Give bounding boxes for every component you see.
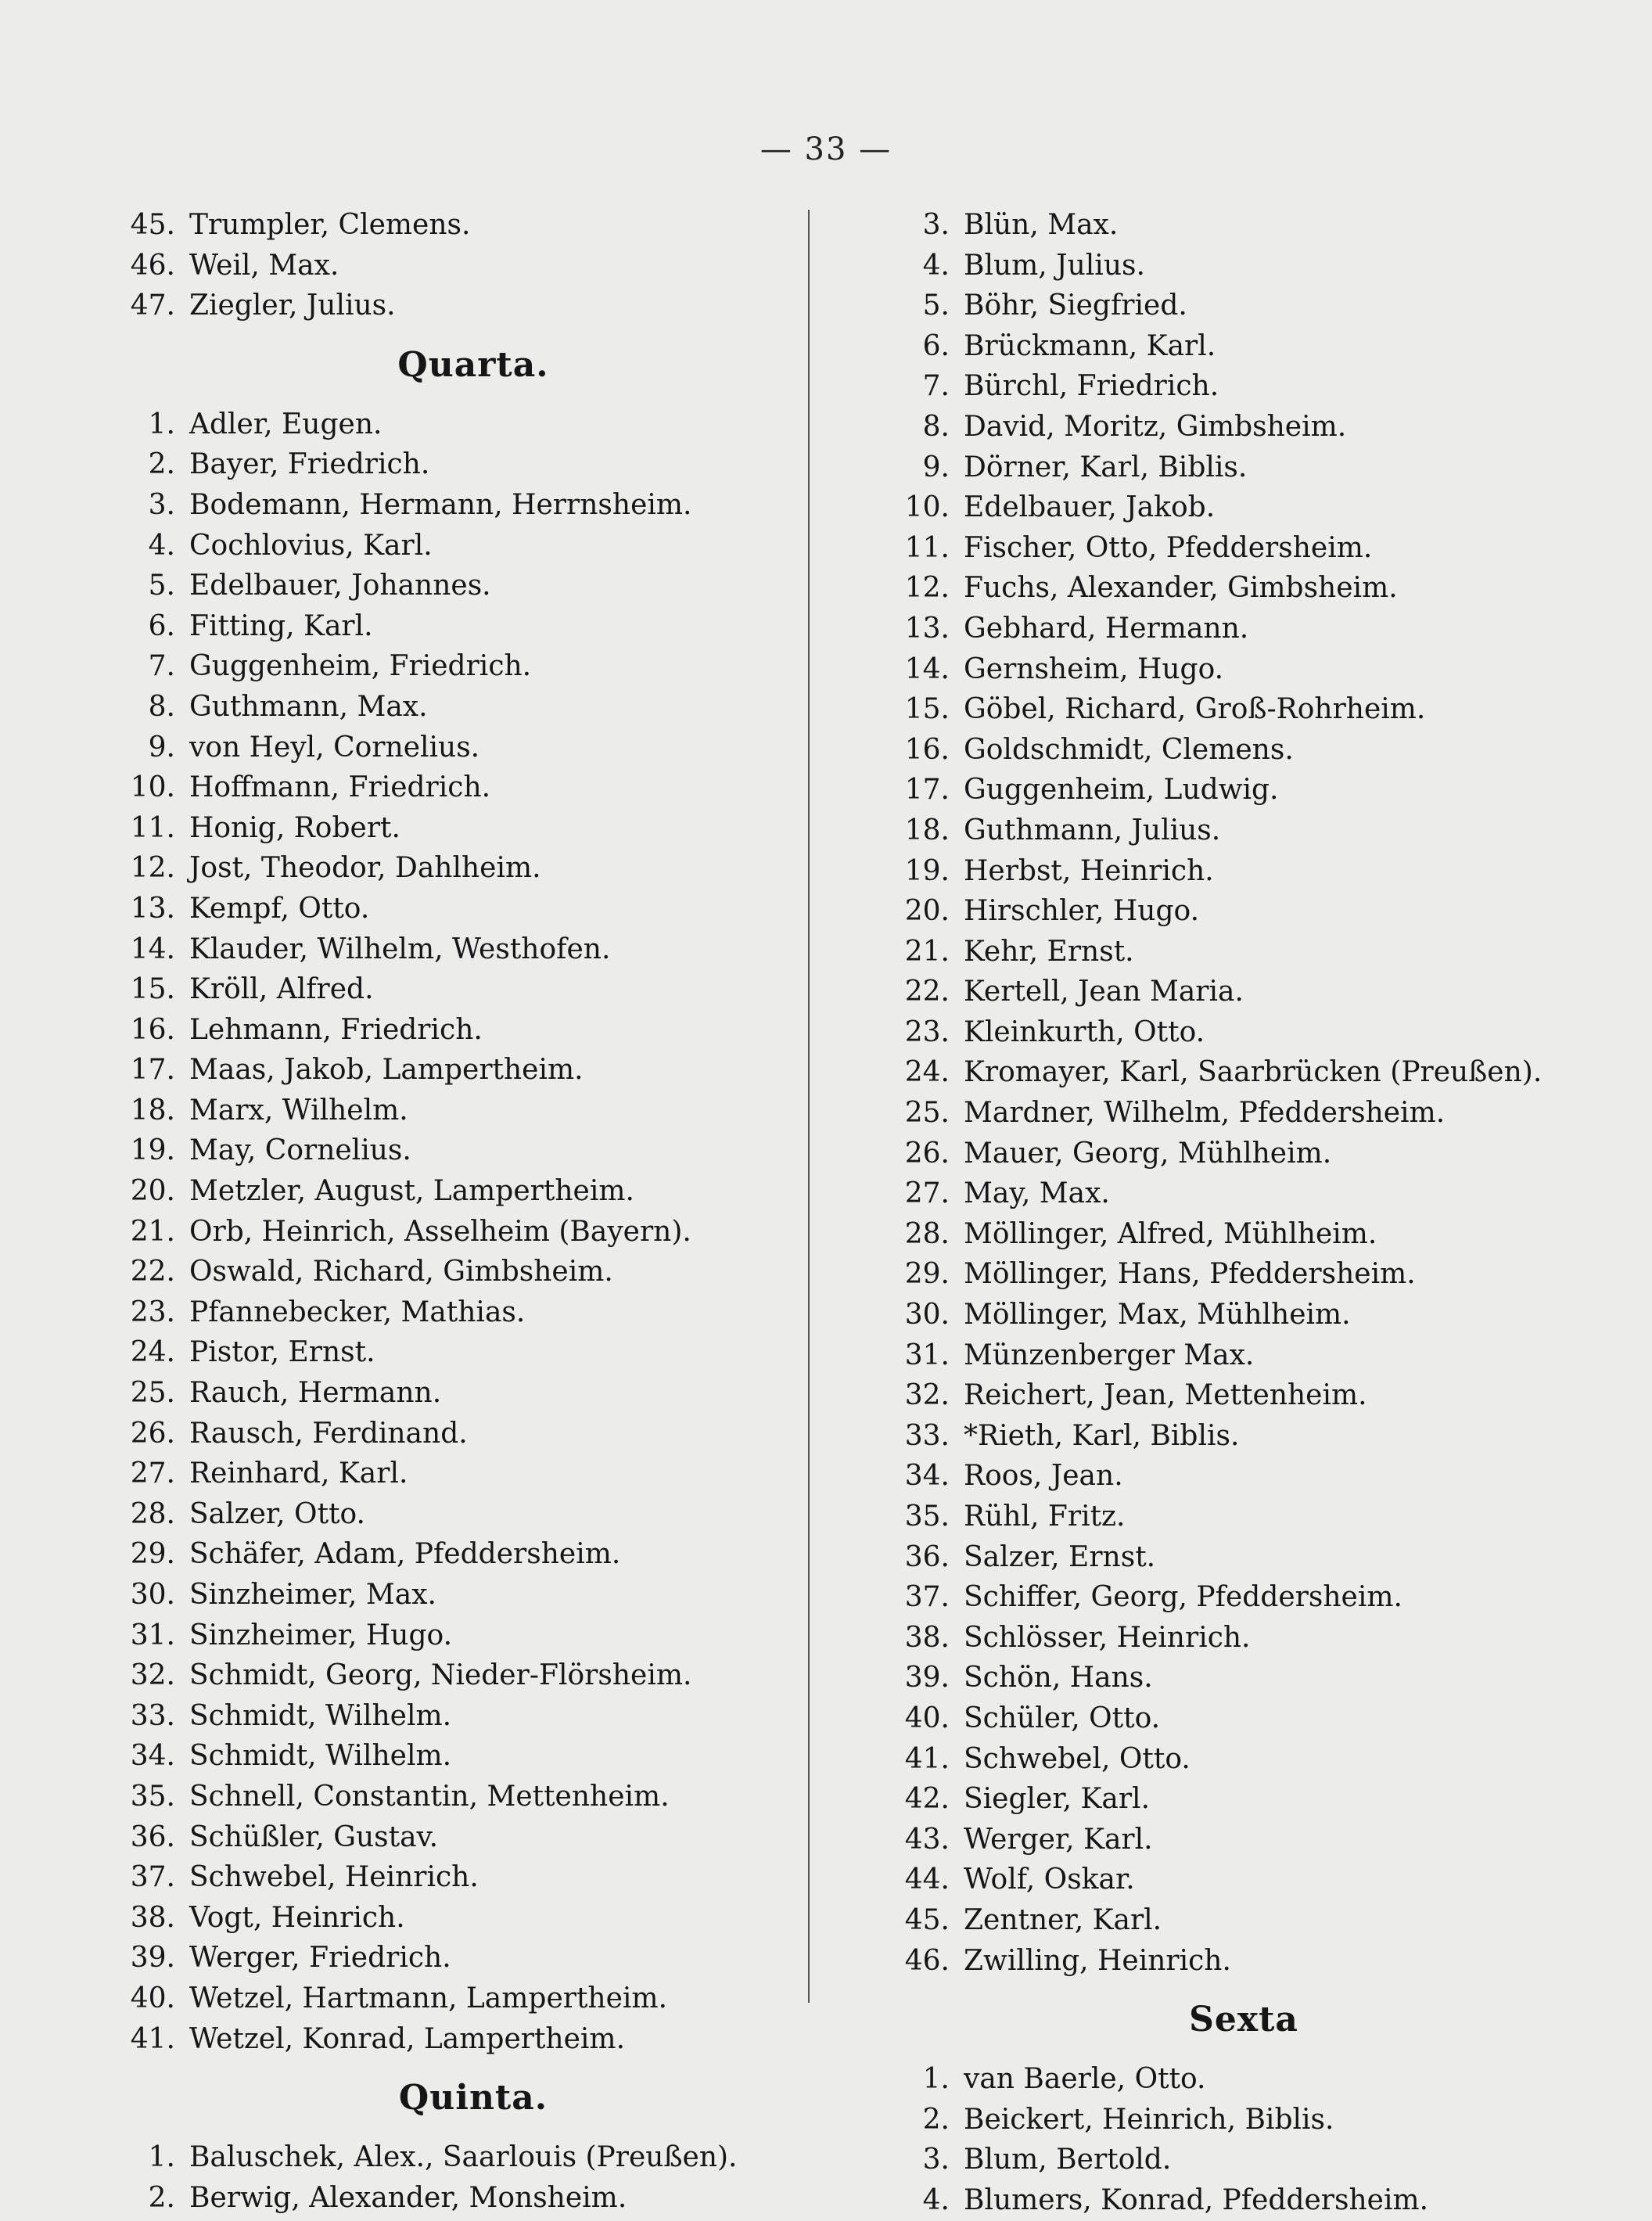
- entry-name: Rühl, Fritz.: [964, 1500, 1126, 1533]
- list-item: [110, 1817, 790, 1858]
- entry-number: 21.: [130, 1215, 175, 1248]
- entry-number: 35.: [904, 1500, 950, 1533]
- entry-name: Kehr, Ernst.: [964, 935, 1134, 968]
- entry-name: Blün, Max.: [964, 209, 1119, 241]
- entry-name: Schüßler, Gustav.: [189, 1820, 439, 1853]
- entry-number: 6.: [922, 329, 950, 362]
- list-item: [110, 1292, 790, 1333]
- entry-name: Orb, Heinrich, Asselheim (Bayern).: [189, 1215, 691, 1248]
- list-item: [110, 1777, 790, 1817]
- list-item: [110, 2019, 790, 2060]
- entry-name: Bodemann, Hermann, Herrnsheim.: [189, 488, 692, 521]
- list-item: [110, 246, 790, 286]
- list-item: [110, 1171, 790, 1212]
- entry-name: Oswald, Richard, Gimbsheim.: [189, 1256, 613, 1288]
- list-item: [110, 1575, 790, 1615]
- entry-name: Mardner, Wilhelm, Pfeddersheim.: [964, 1097, 1446, 1130]
- list-item: [110, 1252, 790, 1292]
- entry-number: 25.: [130, 1377, 175, 1410]
- entry-number: 40.: [130, 1982, 175, 2014]
- list-item: [884, 568, 1572, 609]
- entry-number: 22.: [130, 1256, 175, 1288]
- entry-number: 44.: [904, 1863, 950, 1896]
- list-item: [884, 2180, 1572, 2221]
- entry-number: 10.: [130, 771, 175, 804]
- entry-name: Ziegler, Julius.: [189, 289, 396, 322]
- entry-name: Bayer, Friedrich.: [189, 448, 430, 481]
- list-item: [884, 1052, 1572, 1093]
- entry-number: 7.: [922, 370, 950, 403]
- list-item: [110, 606, 790, 647]
- list-item: [110, 767, 790, 808]
- list-item: [110, 646, 790, 687]
- entry-name: May, Cornelius.: [189, 1134, 411, 1167]
- list-item: [110, 848, 790, 889]
- list-item: [884, 366, 1572, 407]
- list-item: [884, 1658, 1572, 1698]
- entry-number: 41.: [904, 1742, 950, 1775]
- page-number: — 33 —: [760, 131, 892, 167]
- column-divider: [808, 210, 810, 2003]
- entry-name: Schmidt, Wilhelm.: [189, 1699, 452, 1732]
- entry-name: Schiffer, Georg, Pfeddersheim.: [964, 1581, 1402, 1614]
- entry-name: Wolf, Oskar.: [964, 1863, 1135, 1896]
- entry-number: 46.: [904, 1944, 950, 1977]
- entry-number: 37.: [904, 1581, 950, 1614]
- list-item: [110, 1938, 790, 1978]
- list-item: [884, 1577, 1572, 1618]
- entry-name: Gebhard, Hermann.: [964, 612, 1249, 645]
- entry-number: 23.: [904, 1015, 950, 1048]
- list-item: [884, 487, 1572, 528]
- list-item: [110, 728, 790, 768]
- entry-name: Schmidt, Wilhelm.: [189, 1740, 452, 1773]
- list-item: [110, 2137, 790, 2178]
- list-item: [884, 1860, 1572, 1900]
- list-item: [884, 609, 1572, 649]
- entry-name: Möllinger, Max, Mühlheim.: [964, 1299, 1351, 1332]
- entry-name: von Heyl, Cornelius.: [189, 731, 480, 764]
- entry-number: 14.: [904, 652, 950, 685]
- list-item: [110, 1373, 790, 1414]
- list-item: [884, 1375, 1572, 1416]
- entry-number: 13.: [130, 892, 175, 925]
- entry-number: 30.: [130, 1579, 175, 1611]
- quarta-list: [110, 404, 790, 2059]
- section-heading-quarta: Quarta.: [397, 344, 549, 385]
- entry-number: 28.: [130, 1497, 175, 1530]
- list-item: [110, 485, 790, 526]
- list-item: [884, 1618, 1572, 1659]
- list-item: [884, 1254, 1572, 1295]
- entry-name: May, Max.: [964, 1177, 1110, 1210]
- entry-name: Schüler, Otto.: [964, 1702, 1161, 1734]
- entry-number: 26.: [904, 1137, 950, 1170]
- entry-number: 29.: [130, 1538, 175, 1571]
- right-column: [884, 205, 1572, 2221]
- entry-number: 26.: [130, 1417, 175, 1450]
- entry-number: 38.: [904, 1621, 950, 1654]
- sexta-list: [884, 2059, 1572, 2220]
- list-item: [884, 810, 1572, 851]
- list-item: [884, 1497, 1572, 1537]
- entry-number: 8.: [148, 690, 175, 723]
- entry-number: 9.: [148, 731, 175, 764]
- entry-number: 42.: [904, 1783, 950, 1816]
- list-item: [110, 1736, 790, 1777]
- entry-name: Weil, Max.: [189, 249, 339, 282]
- list-item: [884, 1335, 1572, 1376]
- entry-name: Metzler, August, Lampertheim.: [189, 1175, 634, 1208]
- entry-name: Mauer, Georg, Mühlheim.: [964, 1137, 1332, 1170]
- entry-name: Schwebel, Heinrich.: [189, 1861, 479, 1894]
- list-item: [110, 969, 790, 1010]
- entry-number: 4.: [148, 529, 175, 562]
- left-column: [110, 205, 790, 2218]
- list-item: [884, 1012, 1572, 1053]
- entry-number: 21.: [904, 935, 950, 968]
- entry-name: Kempf, Otto.: [189, 892, 370, 925]
- entry-name: Blumers, Konrad, Pfeddersheim.: [964, 2183, 1429, 2216]
- entry-name: *Rieth, Karl, Biblis.: [964, 1419, 1240, 1452]
- entry-name: Sinzheimer, Max.: [189, 1579, 436, 1611]
- entry-number: 2.: [148, 2181, 175, 2214]
- list-item: [110, 1978, 790, 2019]
- list-item: [884, 246, 1572, 286]
- entry-number: 36.: [130, 1820, 175, 1853]
- list-item: [884, 2140, 1572, 2180]
- entry-name: Schwebel, Otto.: [964, 1742, 1191, 1775]
- entry-number: 14.: [130, 933, 175, 965]
- entry-number: 24.: [130, 1336, 175, 1369]
- list-item: [884, 891, 1572, 932]
- entry-name: Reinhard, Karl.: [189, 1457, 408, 1490]
- entry-number: 18.: [130, 1094, 175, 1127]
- entry-name: Wetzel, Konrad, Lampertheim.: [189, 2022, 626, 2055]
- list-item: [884, 1820, 1572, 1860]
- list-item: [884, 730, 1572, 771]
- entry-number: 39.: [904, 1662, 950, 1695]
- list-item: [110, 1212, 790, 1252]
- entry-name: Gernsheim, Hugo.: [964, 652, 1224, 685]
- list-item: [884, 1941, 1572, 1982]
- entry-name: Kleinkurth, Otto.: [964, 1015, 1205, 1048]
- entry-name: Hirschler, Hugo.: [964, 895, 1200, 928]
- entry-number: 27.: [130, 1457, 175, 1490]
- entry-name: Dörner, Karl, Biblis.: [964, 451, 1248, 483]
- entry-number: 30.: [904, 1299, 950, 1332]
- entry-name: Salzer, Ernst.: [964, 1540, 1156, 1573]
- entry-number: 5.: [922, 289, 950, 322]
- entry-number: 31.: [904, 1339, 950, 1371]
- entry-name: Marx, Wilhelm.: [189, 1094, 408, 1127]
- quinta-list-left: [110, 2137, 790, 2218]
- list-item: [110, 1010, 790, 1051]
- entry-number: 32.: [904, 1379, 950, 1412]
- entry-number: 33.: [130, 1699, 175, 1732]
- entry-number: 17.: [904, 774, 950, 807]
- list-item: [110, 808, 790, 849]
- entry-name: Möllinger, Alfred, Mühlheim.: [964, 1217, 1377, 1250]
- entry-name: Kröll, Alfred.: [189, 973, 374, 1006]
- list-item: [110, 929, 790, 970]
- entry-name: Werger, Karl.: [964, 1823, 1153, 1856]
- entry-name: Blum, Bertold.: [964, 2144, 1172, 2176]
- entry-number: 3.: [922, 209, 950, 241]
- entry-name: Vogt, Heinrich.: [189, 1901, 405, 1934]
- entry-number: 40.: [904, 1702, 950, 1734]
- list-item: [884, 326, 1572, 367]
- entry-name: Schmidt, Georg, Nieder-Flörsheim.: [189, 1659, 692, 1692]
- entry-name: Maas, Jakob, Lampertheim.: [189, 1054, 584, 1087]
- entry-name: Guggenheim, Friedrich.: [189, 650, 532, 683]
- list-item: [110, 566, 790, 606]
- entry-number: 19.: [904, 854, 950, 887]
- entry-name: Pistor, Ernst.: [189, 1336, 375, 1369]
- entry-name: David, Moritz, Gimbsheim.: [964, 410, 1347, 443]
- entry-number: 20.: [904, 895, 950, 928]
- entry-name: Rausch, Ferdinand.: [189, 1417, 468, 1450]
- section-heading-sexta: Sexta: [1189, 2000, 1298, 2040]
- list-item: [110, 1050, 790, 1091]
- entry-name: Berwig, Alexander, Monsheim.: [189, 2181, 627, 2214]
- list-item: [884, 649, 1572, 690]
- entry-number: 12.: [904, 572, 950, 605]
- list-item: [884, 1698, 1572, 1739]
- entry-number: 16.: [904, 733, 950, 766]
- list-item: [884, 1900, 1572, 1941]
- list-item: [110, 444, 790, 485]
- entry-name: Edelbauer, Jakob.: [964, 491, 1216, 524]
- list-item: [884, 1537, 1572, 1578]
- entry-number: 3.: [148, 488, 175, 521]
- list-item: [884, 689, 1572, 730]
- entry-number: 34.: [904, 1460, 950, 1493]
- entry-name: Roos, Jean.: [964, 1460, 1123, 1493]
- entry-number: 6.: [148, 609, 175, 642]
- list-item: [110, 526, 790, 566]
- list-item: [884, 447, 1572, 488]
- list-item: [884, 770, 1572, 810]
- entry-number: 25.: [904, 1097, 950, 1130]
- entry-name: Bürchl, Friedrich.: [964, 370, 1219, 403]
- entry-number: 20.: [130, 1175, 175, 1208]
- entry-number: 24.: [904, 1056, 950, 1089]
- entry-number: 27.: [904, 1177, 950, 1210]
- entry-name: Fuchs, Alexander, Gimbsheim.: [964, 572, 1398, 605]
- entry-number: 4.: [922, 2183, 950, 2216]
- entry-name: Goldschmidt, Clemens.: [964, 733, 1294, 766]
- entry-number: 46.: [130, 249, 175, 282]
- entry-name: Fischer, Otto, Pfeddersheim.: [964, 531, 1373, 564]
- list-item: [884, 1214, 1572, 1255]
- entry-name: Hoffmann, Friedrich.: [189, 771, 491, 804]
- list-item: [884, 205, 1572, 246]
- entry-name: Werger, Friedrich.: [189, 1942, 451, 1975]
- list-item: [884, 972, 1572, 1012]
- entry-number: 17.: [130, 1054, 175, 1087]
- entry-name: Göbel, Richard, Groß-Rohrheim.: [964, 693, 1426, 726]
- entry-number: 9.: [922, 451, 950, 483]
- entry-number: 47.: [130, 289, 175, 322]
- entry-name: Reichert, Jean, Mettenheim.: [964, 1379, 1367, 1412]
- list-item: [110, 2178, 790, 2219]
- list-item: [110, 1494, 790, 1535]
- entry-number: 36.: [904, 1540, 950, 1573]
- entry-name: Schäfer, Adam, Pfeddersheim.: [189, 1538, 621, 1571]
- list-item: [884, 1134, 1572, 1174]
- list-item: [884, 1779, 1572, 1820]
- entry-number: 34.: [130, 1740, 175, 1773]
- list-item: [884, 851, 1572, 892]
- entry-number: 28.: [904, 1217, 950, 1250]
- entry-number: 15.: [904, 693, 950, 726]
- entry-number: 1.: [148, 2141, 175, 2174]
- entry-name: Schön, Hans.: [964, 1662, 1153, 1695]
- list-item: [110, 1857, 790, 1898]
- entry-number: 13.: [904, 612, 950, 645]
- list-item: [110, 1696, 790, 1737]
- list-item: [110, 1898, 790, 1939]
- entry-number: 16.: [130, 1013, 175, 1046]
- entry-name: Fitting, Karl.: [189, 609, 373, 642]
- entry-number: 41.: [130, 2022, 175, 2055]
- entry-name: Rauch, Hermann.: [189, 1377, 442, 1410]
- entry-name: Kertell, Jean Maria.: [964, 976, 1244, 1008]
- entry-name: Zwilling, Heinrich.: [964, 1944, 1231, 1977]
- entry-name: Schnell, Constantin, Mettenheim.: [189, 1780, 670, 1813]
- list-item: [884, 1739, 1572, 1780]
- entry-number: 2.: [148, 448, 175, 481]
- list-item: [884, 1295, 1572, 1335]
- entry-name: Siegler, Karl.: [964, 1783, 1151, 1816]
- entry-name: Jost, Theodor, Dahlheim.: [189, 852, 541, 885]
- list-item: [110, 1454, 790, 1494]
- quinta-list-right: [884, 205, 1572, 1981]
- entry-name: Trumpler, Clemens.: [189, 209, 471, 241]
- section-heading-quinta: Quinta.: [398, 2078, 548, 2119]
- entry-name: Klauder, Wilhelm, Westhofen.: [189, 933, 611, 965]
- list-item: [884, 528, 1572, 569]
- entry-name: Sinzheimer, Hugo.: [189, 1619, 453, 1651]
- entry-name: Baluschek, Alex., Saarlouis (Preußen).: [189, 2141, 738, 2174]
- entry-number: 1.: [922, 2063, 950, 2096]
- list-item: [110, 889, 790, 929]
- entry-name: van Baerle, Otto.: [964, 2063, 1206, 2096]
- entry-number: 5.: [148, 570, 175, 602]
- entry-number: 33.: [904, 1419, 950, 1452]
- list-item: [110, 1615, 790, 1656]
- list-item: [110, 1655, 790, 1696]
- entry-number: 8.: [922, 410, 950, 443]
- entry-name: Schlösser, Heinrich.: [964, 1621, 1251, 1654]
- entry-name: Brückmann, Karl.: [964, 329, 1216, 362]
- entry-number: 23.: [130, 1296, 175, 1328]
- entry-name: Möllinger, Hans, Pfeddersheim.: [964, 1258, 1416, 1291]
- entry-name: Wetzel, Hartmann, Lampertheim.: [189, 1982, 668, 2014]
- list-item: [884, 1173, 1572, 1214]
- entry-number: 32.: [130, 1659, 175, 1692]
- list-item: [110, 205, 790, 246]
- entry-number: 37.: [130, 1861, 175, 1894]
- entry-name: Zentner, Karl.: [964, 1903, 1162, 1936]
- entry-name: Guggenheim, Ludwig.: [964, 774, 1279, 807]
- entry-number: 38.: [130, 1901, 175, 1934]
- left-top-list: [110, 205, 790, 326]
- entry-number: 18.: [904, 814, 950, 846]
- list-item: [110, 286, 790, 326]
- entry-name: Beickert, Heinrich, Biblis.: [964, 2103, 1334, 2136]
- entry-number: 12.: [130, 852, 175, 885]
- list-item: [110, 1414, 790, 1454]
- entry-name: Kromayer, Karl, Saarbrücken (Preußen).: [964, 1056, 1542, 1089]
- entry-number: 19.: [130, 1134, 175, 1167]
- list-item: [884, 1456, 1572, 1497]
- entry-number: 43.: [904, 1823, 950, 1856]
- list-item: [110, 1130, 790, 1171]
- entry-number: 11.: [904, 531, 950, 564]
- entry-number: 10.: [904, 491, 950, 524]
- entry-number: 11.: [130, 811, 175, 844]
- entry-name: Böhr, Siegfried.: [964, 289, 1187, 322]
- entry-name: Salzer, Otto.: [189, 1497, 365, 1530]
- entry-name: Guthmann, Julius.: [964, 814, 1221, 846]
- list-item: [110, 404, 790, 445]
- list-item: [110, 1332, 790, 1373]
- entry-number: 2.: [922, 2103, 950, 2136]
- entry-name: Adler, Eugen.: [189, 408, 382, 440]
- list-item: [110, 1091, 790, 1131]
- entry-name: Pfannebecker, Mathias.: [189, 1296, 526, 1328]
- list-item: [110, 1534, 790, 1575]
- list-item: [884, 286, 1572, 326]
- entry-name: Edelbauer, Johannes.: [189, 570, 491, 602]
- entry-number: 3.: [922, 2144, 950, 2176]
- list-item: [884, 2100, 1572, 2140]
- entry-name: Münzenberger Max.: [964, 1339, 1255, 1371]
- entry-number: 45.: [130, 209, 175, 241]
- list-item: [884, 1093, 1572, 1134]
- entry-name: Herbst, Heinrich.: [964, 854, 1214, 887]
- list-item: [884, 2059, 1572, 2100]
- entry-name: Honig, Robert.: [189, 811, 400, 844]
- entry-number: 31.: [130, 1619, 175, 1651]
- entry-name: Cochlovius, Karl.: [189, 529, 433, 562]
- entry-name: Guthmann, Max.: [189, 690, 428, 723]
- entry-number: 7.: [148, 650, 175, 683]
- list-item: [110, 687, 790, 728]
- entry-number: 22.: [904, 976, 950, 1008]
- entry-number: 45.: [904, 1903, 950, 1936]
- list-item: [884, 407, 1572, 447]
- entry-name: Blum, Julius.: [964, 249, 1145, 282]
- entry-name: Lehmann, Friedrich.: [189, 1013, 483, 1046]
- entry-number: 1.: [148, 408, 175, 440]
- entry-number: 15.: [130, 973, 175, 1006]
- list-item: [884, 1416, 1572, 1457]
- list-item: [884, 932, 1572, 972]
- entry-number: 35.: [130, 1780, 175, 1813]
- entry-number: 29.: [904, 1258, 950, 1291]
- entry-number: 4.: [922, 249, 950, 282]
- entry-number: 39.: [130, 1942, 175, 1975]
